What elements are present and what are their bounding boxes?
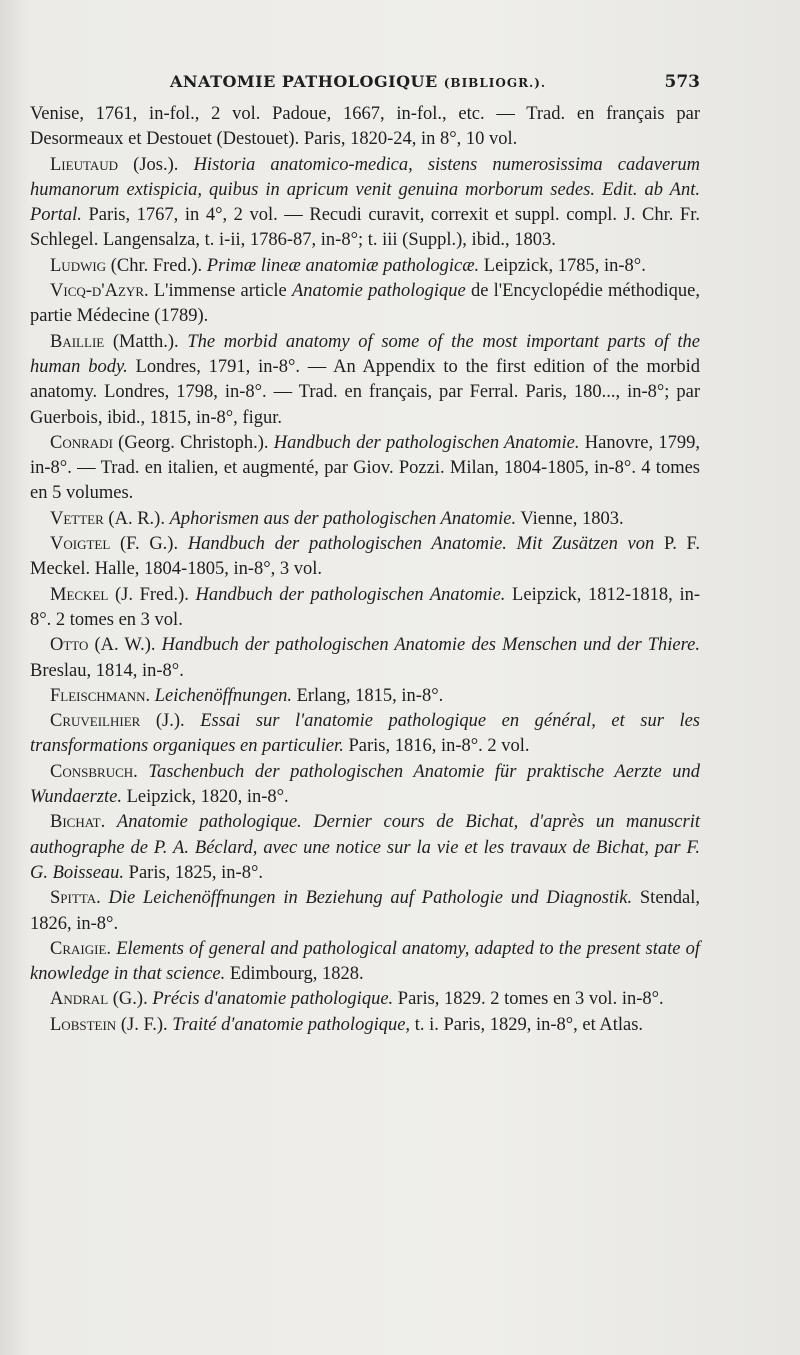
- entry-publication: Paris, 1816, in-8°. 2 vol.: [343, 736, 530, 757]
- running-title: [170, 72, 546, 91]
- entry-publication: Paris, 1829. 2 tomes en 3 vol. in-8°.: [393, 989, 664, 1010]
- bibliography-entry: [30, 684, 700, 709]
- entry-title: Anatomie pathologique. Dernier cours de Bichat, d'après un manuscrit authographe de P. A. Béclard, avec une notice sur la vie et les travaux de Bichat, par F. G. Boisseau.: [30, 812, 700, 883]
- bibliography-entry: [30, 709, 700, 760]
- entry-title: Die Leichenöffnungen in Beziehung auf Pathologie und Diagnostik.: [108, 888, 633, 909]
- entry-title: The morbid anatomy of some of the most important parts of the human body.: [30, 331, 700, 377]
- entry-author-detail: .: [133, 761, 149, 782]
- entry-publication: Vienne, 1803.: [516, 508, 624, 529]
- page-number: 573: [664, 72, 700, 92]
- running-title-text: ANATOMIE PATHOLOGIQUE: [170, 72, 438, 91]
- entry-author: Voigtel: [50, 534, 111, 555]
- entry-author: Ludwig: [50, 255, 107, 276]
- entry-publication: Leipzick, 1785, in-8°.: [479, 255, 646, 276]
- bibliography-entry: [30, 102, 700, 153]
- entry-author: Consbruch: [50, 761, 134, 782]
- entry-title: Handbuch der pathologischen Anatomie. Mit Zusätzen von: [187, 534, 655, 555]
- entry-title: Précis d'anatomie pathologique.: [152, 989, 394, 1010]
- bibliography-entry: [30, 279, 700, 330]
- bibliography-entry: [30, 810, 700, 886]
- entry-title: Handbuch der pathologischen Anatomie.: [195, 584, 506, 605]
- entry-author: Craigie: [50, 938, 107, 959]
- bibliography-entry: [30, 987, 700, 1012]
- entry-author-detail: .: [96, 888, 109, 909]
- entry-publication: Edimbourg, 1828.: [225, 964, 364, 985]
- entry-author-detail: (A. R.).: [103, 508, 170, 529]
- entry-author: Bichat: [50, 812, 101, 833]
- entry-author: Conradi: [50, 432, 113, 453]
- entry-author-detail: (Georg. Christoph.).: [112, 432, 274, 453]
- entry-publication: Breslau, 1814, in-8°.: [30, 660, 184, 681]
- entry-title: Elements of general and pathological anatomy, adapted to the present state of knowledge in that science.: [30, 938, 701, 985]
- entry-author: Otto: [50, 635, 89, 656]
- entry-title: Essai sur l'anatomie pathologique en général, et sur les transformations organiques en particulier.: [30, 711, 700, 757]
- entry-author: Fleischmann: [50, 685, 146, 706]
- bibliography-entry: [30, 532, 700, 583]
- entry-publication: Paris, 1767, in 4°, 2 vol. — Recudi curavit, correxit et suppl. compl. J. Chr. Fr. Schlegel. Langensalza, t. i-ii, 1786-87, in-8°; t. iii (Suppl.), ibid., 1803.: [30, 205, 700, 251]
- entry-title: Taschenbuch der pathologischen Anatomie für praktische Aerzte und Wundaerzte.: [30, 761, 700, 808]
- entry-publication: Leipzick, 1820, in-8°.: [121, 787, 289, 808]
- entry-title: Traité d'anatomie pathologique,: [172, 1014, 411, 1035]
- entry-publication: Londres, 1791, in-8°. — An Appendix to the first edition of the morbid anatomy. Londres, 1798, in-8°. — Trad. en français, par Ferral. Paris, 180..., in-8°; par Guerbois, ibid., 1815, in-8°, figur.: [30, 356, 700, 428]
- entry-publication: Hanovre, 1799, in-8°. — Trad. en italien, et augmenté, par Giov. Pozzi. Milan, 1804-1805, in-8°. 4 tomes en 5 volumes.: [30, 432, 700, 504]
- entry-title: Primæ lineæ anatomiæ pathologicæ.: [206, 255, 480, 276]
- entry-publication: Venise, 1761, in-fol., 2 vol. Padoue, 1667, in-fol., etc. — Trad. en français par Desormeaux et Destouet (Destouet). Paris, 1820-24, in 8°, 10 vol.: [30, 104, 700, 150]
- entry-author: Baillie: [50, 331, 105, 352]
- entry-title: Handbuch der pathologischen Anatomie des Menschen und der Thiere.: [161, 635, 700, 656]
- entry-title: Historia anatomico-medica, sistens numerosissima cadaverum humanorum extispicia, quibus in apricum venit genuina morborum sedes. Edit. ab Ant. Portal.: [30, 154, 700, 226]
- entry-author-detail: (Chr. Fred.).: [106, 255, 207, 276]
- entry-author: Meckel: [50, 584, 109, 605]
- running-subtitle: (BIBLIOGR.).: [443, 76, 547, 90]
- entry-author: Andral: [50, 989, 109, 1010]
- entry-author-detail: (G.).: [108, 989, 153, 1010]
- entry-author-detail: (J. Fred.).: [108, 584, 196, 605]
- entry-author-detail: .: [145, 685, 155, 706]
- entry-author-detail: (J. F.).: [116, 1014, 173, 1035]
- bibliography-entry: [30, 431, 700, 507]
- bibliography-entry: [30, 330, 700, 431]
- bibliography-entry: [30, 583, 700, 634]
- bibliography-entry: [30, 633, 700, 684]
- entry-publication: P. F. Meckel. Halle, 1804-1805, in-8°, 3 vol.: [30, 534, 700, 580]
- entry-publication: Erlang, 1815, in-8°.: [291, 685, 444, 706]
- bibliography-entry: [30, 760, 700, 811]
- entry-publication: Paris, 1825, in-8°.: [124, 862, 263, 883]
- entry-author-detail: (F. G.).: [110, 534, 188, 555]
- entry-author-detail: .: [106, 938, 117, 959]
- entry-author: Cruveilhier: [50, 711, 141, 732]
- entry-author: Spitta: [50, 888, 97, 909]
- entry-author: Lobstein: [50, 1014, 117, 1035]
- entry-publication: Leipzick, 1812-1818, in-8°. 2 tomes en 3 vol.: [30, 584, 700, 630]
- bibliography-entry: [30, 254, 700, 279]
- bibliography-entry: [30, 937, 700, 988]
- entry-author-detail: (Matth.).: [104, 331, 188, 352]
- entry-title: Aphorismen aus der pathologischen Anatomie.: [169, 508, 517, 529]
- bibliography-entry: [30, 153, 700, 254]
- bibliography-entry: [30, 507, 700, 532]
- entry-author-detail: (A. W.).: [88, 635, 162, 656]
- entry-author: Vicq-d'Azyr: [50, 281, 144, 302]
- entry-title: Anatomie pathologique: [291, 281, 466, 302]
- entry-author-detail: . L'immense article: [144, 281, 292, 302]
- entry-author-detail: (J.).: [140, 711, 201, 732]
- entry-author-detail: (Jos.).: [118, 154, 194, 175]
- bibliography-entry: [30, 1013, 700, 1038]
- entry-publication: de l'Encyclopédie méthodique, partie Médecine (1789).: [30, 281, 701, 327]
- entry-author: Lieutaud: [50, 154, 119, 175]
- bibliography-text: [30, 102, 700, 1038]
- entry-author: Vetter: [50, 508, 104, 529]
- entry-title: Leichenöffnungen.: [154, 685, 292, 706]
- entry-publication: t. i. Paris, 1829, in-8°, et Atlas.: [410, 1014, 644, 1035]
- bibliography-entry: [30, 886, 700, 937]
- entry-author-detail: .: [100, 812, 117, 833]
- entry-publication: Stendal, 1826, in-8°.: [30, 888, 701, 934]
- entry-title: Handbuch der pathologischen Anatomie.: [273, 432, 580, 453]
- running-head: [30, 72, 700, 96]
